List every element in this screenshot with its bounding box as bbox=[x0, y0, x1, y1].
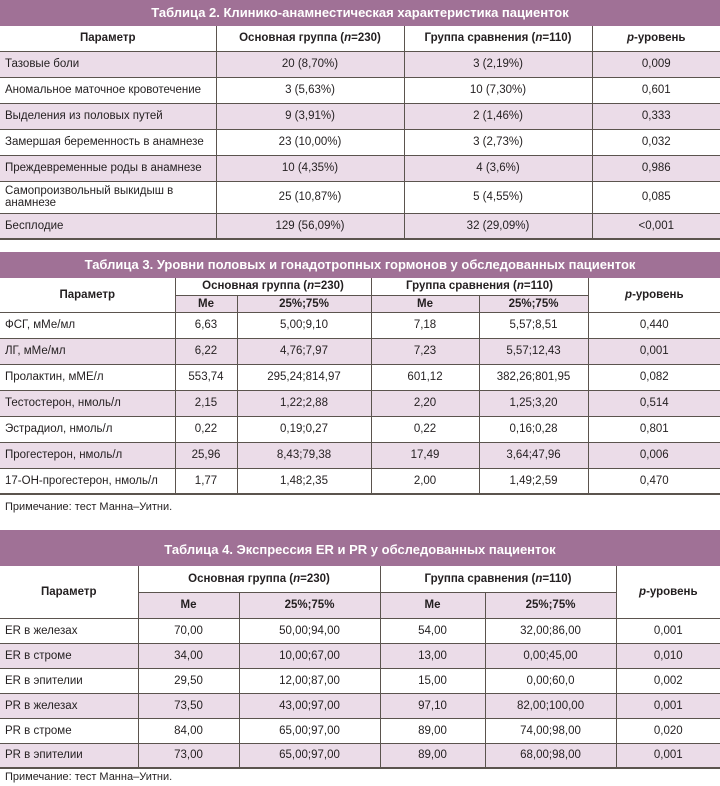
table-4-grid bbox=[0, 566, 720, 769]
cell-main-me: 553,74 bbox=[175, 364, 237, 390]
cell-cmp-me: 0,22 bbox=[371, 416, 479, 442]
cell-main-me: 1,77 bbox=[175, 468, 237, 494]
cell-cmp-iqr: 0,00;45,00 bbox=[485, 643, 616, 668]
cell-p: 0,032 bbox=[592, 129, 720, 155]
cell-main: 9 (3,91%) bbox=[216, 103, 404, 129]
cell-p: 0,801 bbox=[588, 416, 720, 442]
cell-cmp: 4 (3,6%) bbox=[404, 155, 592, 181]
cell-p: 0,020 bbox=[616, 718, 720, 743]
cell-main-iqr: 65,00;97,00 bbox=[239, 718, 380, 743]
cell-cmp-me: 2,20 bbox=[371, 390, 479, 416]
cell-param: Тазовые боли bbox=[0, 51, 216, 77]
cell-cmp: 10 (7,30%) bbox=[404, 77, 592, 103]
cell-main-me: 70,00 bbox=[138, 618, 239, 643]
table-3 bbox=[0, 252, 720, 513]
header-param: Параметр bbox=[0, 566, 138, 618]
table-row bbox=[0, 312, 720, 338]
cell-param: ЛГ, мМе/мл bbox=[0, 338, 175, 364]
cell-cmp-iqr: 32,00;86,00 bbox=[485, 618, 616, 643]
cell-p: 0,440 bbox=[588, 312, 720, 338]
header-main-me: Me bbox=[138, 592, 239, 618]
header-comparison-group: Группа сравнения (n=110) bbox=[380, 566, 616, 592]
header-comparison-group: Группа сравнения (n=110) bbox=[371, 278, 588, 295]
cell-main: 20 (8,70%) bbox=[216, 51, 404, 77]
cell-p: 0,001 bbox=[588, 338, 720, 364]
cell-main-me: 6,22 bbox=[175, 338, 237, 364]
header-main-group: Основная группа (n=230) bbox=[175, 278, 371, 295]
cell-cmp-iqr: 5,57;8,51 bbox=[479, 312, 588, 338]
header-main-me: Me bbox=[175, 295, 237, 312]
cell-param: ER в эпителии bbox=[0, 668, 138, 693]
cell-main-me: 73,00 bbox=[138, 743, 239, 768]
table-row bbox=[0, 668, 720, 693]
header-p-level: p-уровень bbox=[616, 566, 720, 618]
table-row bbox=[0, 693, 720, 718]
table-row bbox=[0, 390, 720, 416]
cell-main-me: 25,96 bbox=[175, 442, 237, 468]
header-main-iqr: 25%;75% bbox=[239, 592, 380, 618]
cell-p: 0,470 bbox=[588, 468, 720, 494]
cell-cmp-me: 97,10 bbox=[380, 693, 485, 718]
header-main-group: Основная группа (n=230) bbox=[138, 566, 380, 592]
cell-param: PR в эпителии bbox=[0, 743, 138, 768]
cell-p: 0,010 bbox=[616, 643, 720, 668]
cell-param: Замершая беременность в анамнезе bbox=[0, 129, 216, 155]
cell-main: 25 (10,87%) bbox=[216, 181, 404, 213]
cell-p: 0,514 bbox=[588, 390, 720, 416]
cell-main: 3 (5,63%) bbox=[216, 77, 404, 103]
cell-cmp-me: 7,23 bbox=[371, 338, 479, 364]
header-main-group: Основная группа (n=230) bbox=[216, 26, 404, 51]
table-row bbox=[0, 468, 720, 494]
cell-p: 0,002 bbox=[616, 668, 720, 693]
cell-cmp: 3 (2,19%) bbox=[404, 51, 592, 77]
cell-param: ФСГ, мМе/мл bbox=[0, 312, 175, 338]
cell-cmp-iqr: 74,00;98,00 bbox=[485, 718, 616, 743]
cell-param: Бесплодие bbox=[0, 213, 216, 239]
cell-cmp-me: 601,12 bbox=[371, 364, 479, 390]
cell-p: 0,085 bbox=[592, 181, 720, 213]
cell-main-me: 0,22 bbox=[175, 416, 237, 442]
header-cmp-iqr: 25%;75% bbox=[479, 295, 588, 312]
cell-cmp-iqr: 82,00;100,00 bbox=[485, 693, 616, 718]
cell-main-iqr: 12,00;87,00 bbox=[239, 668, 380, 693]
cell-cmp-iqr: 1,25;3,20 bbox=[479, 390, 588, 416]
cell-cmp: 2 (1,46%) bbox=[404, 103, 592, 129]
cell-cmp: 3 (2,73%) bbox=[404, 129, 592, 155]
cell-main-iqr: 5,00;9,10 bbox=[237, 312, 371, 338]
cell-p: 0,001 bbox=[616, 693, 720, 718]
table-4-note: Примечание: тест Манна–Уитни. bbox=[5, 771, 173, 783]
table-2-title: Таблица 2. Клинико-анамнестическая характеристика пациенток bbox=[0, 0, 720, 26]
cell-cmp-iqr: 382,26;801,95 bbox=[479, 364, 588, 390]
cell-cmp-iqr: 1,49;2,59 bbox=[479, 468, 588, 494]
cell-cmp-iqr: 5,57;12,43 bbox=[479, 338, 588, 364]
cell-param: 17-ОН-прогестерон, нмоль/л bbox=[0, 468, 175, 494]
cell-param: PR в железах bbox=[0, 693, 138, 718]
table-3-grid bbox=[0, 278, 720, 495]
cell-main-iqr: 65,00;97,00 bbox=[239, 743, 380, 768]
header-param: Параметр bbox=[0, 26, 216, 51]
cell-main-iqr: 10,00;67,00 bbox=[239, 643, 380, 668]
table-row bbox=[0, 51, 720, 77]
cell-param: Эстрадиол, нмоль/л bbox=[0, 416, 175, 442]
table-2-grid bbox=[0, 26, 720, 240]
table-row bbox=[0, 364, 720, 390]
header-comparison-group: Группа сравнения (n=110) bbox=[404, 26, 592, 51]
cell-main-me: 29,50 bbox=[138, 668, 239, 693]
header-p-level: p-уровень bbox=[588, 278, 720, 312]
cell-main: 10 (4,35%) bbox=[216, 155, 404, 181]
cell-main-iqr: 1,48;2,35 bbox=[237, 468, 371, 494]
cell-param: ER в железах bbox=[0, 618, 138, 643]
cell-cmp-me: 89,00 bbox=[380, 718, 485, 743]
cell-param: Преждевременные роды в анамнезе bbox=[0, 155, 216, 181]
cell-cmp-iqr: 0,16;0,28 bbox=[479, 416, 588, 442]
table-3-note: Примечание: тест Манна–Уитни. bbox=[5, 501, 173, 513]
table-row bbox=[0, 442, 720, 468]
table-4 bbox=[0, 530, 720, 783]
cell-param: PR в строме bbox=[0, 718, 138, 743]
table-row bbox=[0, 618, 720, 643]
cell-param: Выделения из половых путей bbox=[0, 103, 216, 129]
cell-p: <0,001 bbox=[592, 213, 720, 239]
header-p-level: p-уровень bbox=[592, 26, 720, 51]
cell-cmp-me: 2,00 bbox=[371, 468, 479, 494]
header-cmp-iqr: 25%;75% bbox=[485, 592, 616, 618]
cell-p: 0,001 bbox=[616, 743, 720, 768]
cell-main-iqr: 0,19;0,27 bbox=[237, 416, 371, 442]
cell-param: Пролактин, мМЕ/л bbox=[0, 364, 175, 390]
header-main-iqr: 25%;75% bbox=[237, 295, 371, 312]
cell-cmp-iqr: 3,64;47,96 bbox=[479, 442, 588, 468]
cell-cmp: 32 (29,09%) bbox=[404, 213, 592, 239]
cell-p: 0,001 bbox=[616, 618, 720, 643]
cell-cmp: 5 (4,55%) bbox=[404, 181, 592, 213]
cell-param: ER в строме bbox=[0, 643, 138, 668]
table-3-title: Таблица 3. Уровни половых и гонадотропных гормонов у обследованных пациенток bbox=[0, 252, 720, 278]
header-cmp-me: Me bbox=[380, 592, 485, 618]
cell-param: Самопроизвольный выкидыш в анамнезе bbox=[0, 181, 216, 213]
cell-p: 0,009 bbox=[592, 51, 720, 77]
table-4-title: Таблица 4. Экспрессия ER и PR у обследованных пациенток bbox=[0, 530, 720, 566]
cell-main-iqr: 4,76;7,97 bbox=[237, 338, 371, 364]
header-param: Параметр bbox=[0, 278, 175, 312]
cell-cmp-me: 15,00 bbox=[380, 668, 485, 693]
table-row bbox=[0, 416, 720, 442]
cell-cmp-me: 89,00 bbox=[380, 743, 485, 768]
cell-main-me: 6,63 bbox=[175, 312, 237, 338]
cell-main-me: 2,15 bbox=[175, 390, 237, 416]
cell-main-iqr: 43,00;97,00 bbox=[239, 693, 380, 718]
cell-main: 23 (10,00%) bbox=[216, 129, 404, 155]
cell-main: 129 (56,09%) bbox=[216, 213, 404, 239]
cell-cmp-iqr: 68,00;98,00 bbox=[485, 743, 616, 768]
cell-cmp-iqr: 0,00;60,0 bbox=[485, 668, 616, 693]
table-2 bbox=[0, 0, 720, 240]
cell-param: Аномальное маточное кровотечение bbox=[0, 77, 216, 103]
table-row bbox=[0, 743, 720, 768]
cell-p: 0,986 bbox=[592, 155, 720, 181]
table-row bbox=[0, 129, 720, 155]
cell-main-iqr: 1,22;2,88 bbox=[237, 390, 371, 416]
table-row bbox=[0, 718, 720, 743]
cell-main-iqr: 50,00;94,00 bbox=[239, 618, 380, 643]
table-row bbox=[0, 643, 720, 668]
cell-p: 0,333 bbox=[592, 103, 720, 129]
cell-main-iqr: 295,24;814,97 bbox=[237, 364, 371, 390]
cell-cmp-me: 17,49 bbox=[371, 442, 479, 468]
cell-main-me: 34,00 bbox=[138, 643, 239, 668]
table-row bbox=[0, 77, 720, 103]
cell-main-iqr: 8,43;79,38 bbox=[237, 442, 371, 468]
cell-main-me: 73,50 bbox=[138, 693, 239, 718]
table-row bbox=[0, 181, 720, 213]
table-row bbox=[0, 213, 720, 239]
header-cmp-me: Me bbox=[371, 295, 479, 312]
cell-cmp-me: 13,00 bbox=[380, 643, 485, 668]
cell-param: Тестостерон, нмоль/л bbox=[0, 390, 175, 416]
cell-param: Прогестерон, нмоль/л bbox=[0, 442, 175, 468]
cell-p: 0,006 bbox=[588, 442, 720, 468]
cell-p: 0,082 bbox=[588, 364, 720, 390]
table-row bbox=[0, 155, 720, 181]
cell-main-me: 84,00 bbox=[138, 718, 239, 743]
cell-cmp-me: 54,00 bbox=[380, 618, 485, 643]
table-row bbox=[0, 338, 720, 364]
table-row bbox=[0, 103, 720, 129]
cell-cmp-me: 7,18 bbox=[371, 312, 479, 338]
cell-p: 0,601 bbox=[592, 77, 720, 103]
